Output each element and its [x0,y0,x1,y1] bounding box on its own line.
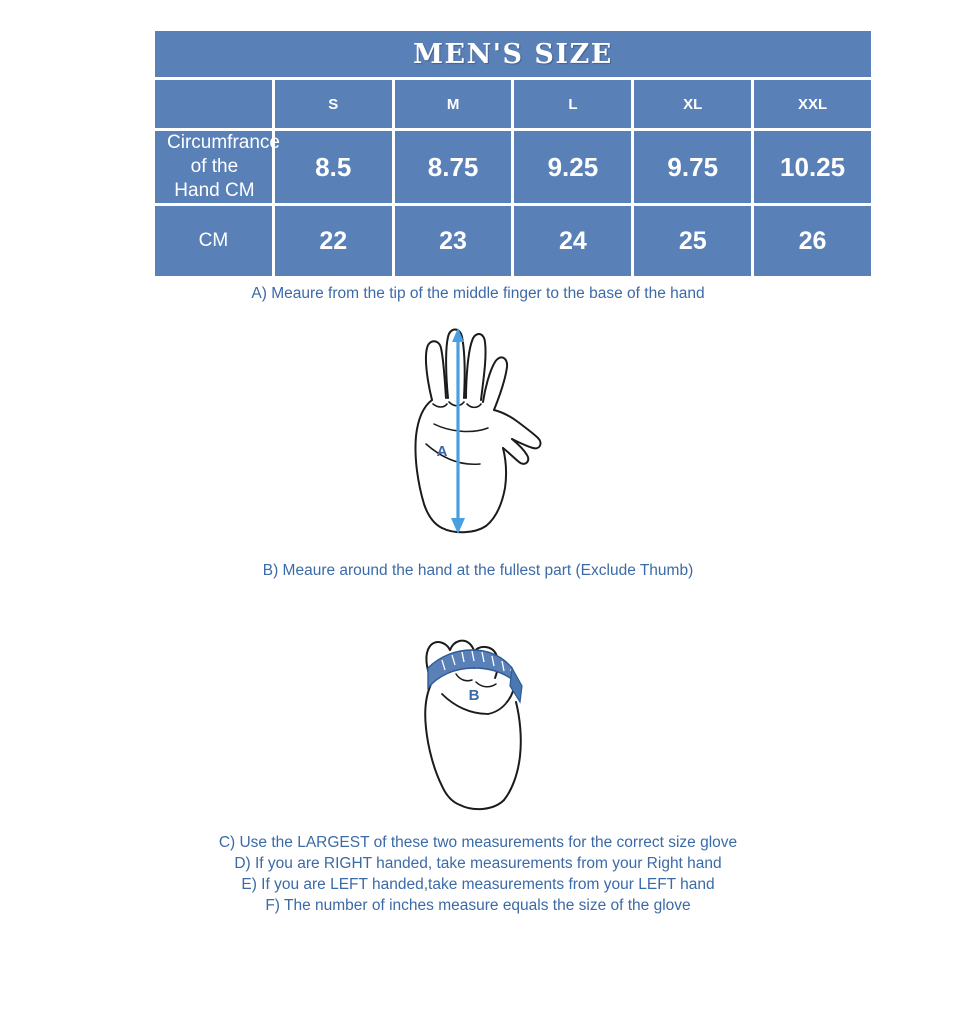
row-label-cm: CM [155,206,272,276]
header-size-l: L [514,80,631,128]
cell-cm-s: 22 [275,206,392,276]
figure-hand-circumference [398,590,548,820]
note-f: F) The number of inches measure equals the size of the glove [265,897,691,914]
figure-b-label: B [468,687,480,704]
cell-cm-m: 23 [395,206,512,276]
header-size-xxl: XXL [754,80,871,128]
caption-a: A) Meaure from the tip of the middle finger to the base of the hand [251,285,705,302]
cell-circumference-xl: 9.75 [634,131,751,203]
note-e: E) If you are LEFT handed,take measurements from your LEFT hand [241,876,715,893]
cell-circumference-l: 9.25 [514,131,631,203]
cell-cm-xl: 25 [634,206,751,276]
note-d: D) If you are RIGHT handed, take measurements from your Right hand [234,855,722,872]
cell-circumference-xxl: 10.25 [754,131,871,203]
size-table-container [152,28,874,279]
header-size-m: M [395,80,512,128]
hand-circumference-illustration [398,590,548,820]
table-header-row [155,80,871,128]
cell-cm-xxl: 26 [754,206,871,276]
table-row [155,206,871,276]
table-title: MEN'S SIZE [155,31,871,77]
table-title-row [155,31,871,77]
figure-hand-length [388,312,556,544]
cell-circumference-m: 8.75 [395,131,512,203]
row-label-circumference: Circumfrance of the Hand CM [155,131,272,203]
header-size-s: S [275,80,392,128]
cell-cm-l: 24 [514,206,631,276]
cell-circumference-s: 8.5 [275,131,392,203]
header-size-xl: XL [634,80,751,128]
notes-list [0,832,956,916]
size-table [152,28,874,279]
table-row [155,131,871,203]
note-c: C) Use the LARGEST of these two measurements for the correct size glove [218,834,738,851]
figure-a-label: A [436,443,448,460]
hand-length-illustration [388,312,556,544]
caption-b: B) Meaure around the hand at the fullest part (Exclude Thumb) [262,562,694,579]
table-corner-cell [155,80,272,128]
